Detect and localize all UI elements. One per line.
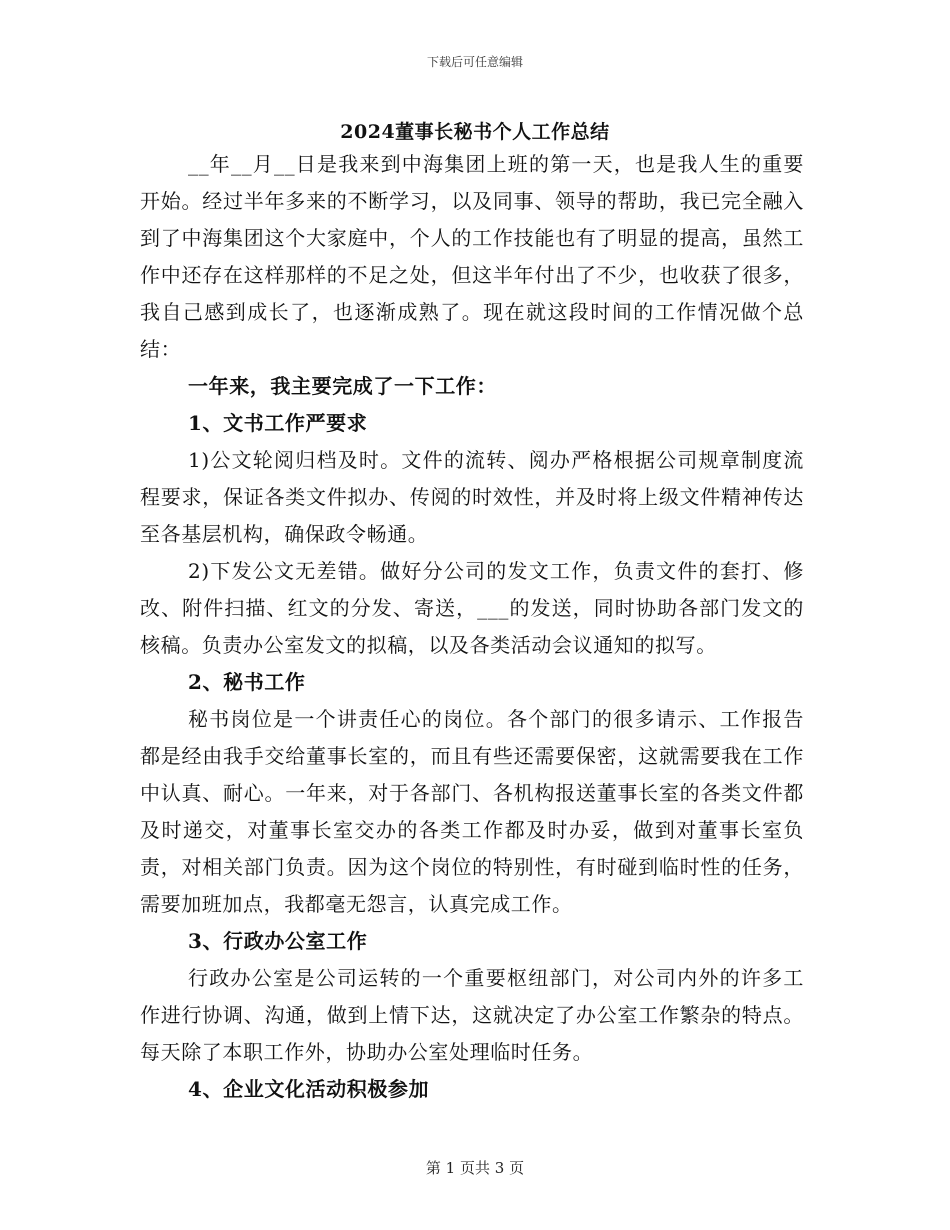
section-1-paragraph-1: 1)公文轮阅归档及时。文件的流转、阅办严格根据公司规章制度流程要求，保证各类文件拟办、传阅的时效性，并及时将上级文件精神传达至各基层机构，确保政令畅通。 xyxy=(140,448,804,546)
section-heading-2: 2、秘书工作 xyxy=(188,670,306,694)
section-3-paragraph-1: 行政办公室是公司运转的一个重要枢纽部门，对公司内外的许多工作进行协调、沟通，做到上情下达，这就决定了办公室工作繁杂的特点。每天除了本职工作外，协助办公室处理临时任务。 xyxy=(140,966,804,1064)
section-heading-3: 3、行政办公室工作 xyxy=(188,929,368,953)
section-1-paragraph-2: 2)下发公文无差错。做好分公司的发文工作，负责文件的套打、修改、附件扫描、红文的分发、寄送，___的发送，同时协助各部门发文的核稿。负责办公室发文的拟稿，以及各类活动会议通知的拟写。 xyxy=(140,559,804,657)
page-header: 下载后可任意编辑 xyxy=(426,55,523,69)
section-2-paragraph-1: 秘书岗位是一个讲责任心的岗位。各个部门的很多请示、工作报告都是经由我手交给董事长室的，而且有些还需要保密，这就需要我在工作中认真、耐心。一年来，对于各部门、各机构报送董事长室的各类文件都及时递交，对董事长室交办的各类工作都及时办妥，做到对董事长室负责，对相关部门负责。因为这个岗位的特别性，有时碰到临时性的任务，需要加班加点，我都毫无怨言，认真完成工作。 xyxy=(140,707,804,916)
section-heading-4: 4、企业文化活动积极参加 xyxy=(188,1077,430,1101)
intro-paragraph: __年__月__日是我来到中海集团上班的第一天，也是我人生的重要开始。经过半年多来的不断学习，以及同事、领导的帮助，我已完全融入到了中海集团这个大家庭中，个人的工作技能也有了明显的提高，虽然工作中还存在这样那样的不足之处，但这半年付出了不少，也收获了很多，我自己感到成长了，也逐渐成熟了。现在就这段时间的工作情况做个总结： xyxy=(140,152,804,361)
section-heading-1: 1、文书工作严要求 xyxy=(188,411,368,435)
document-body xyxy=(140,146,804,1108)
document-title: 2024董事长秘书个人工作总结 xyxy=(340,121,610,143)
summary-heading: 一年来，我主要完成了一下工作： xyxy=(188,374,497,398)
page-footer: 第 1 页共 3 页 xyxy=(425,1159,525,1177)
